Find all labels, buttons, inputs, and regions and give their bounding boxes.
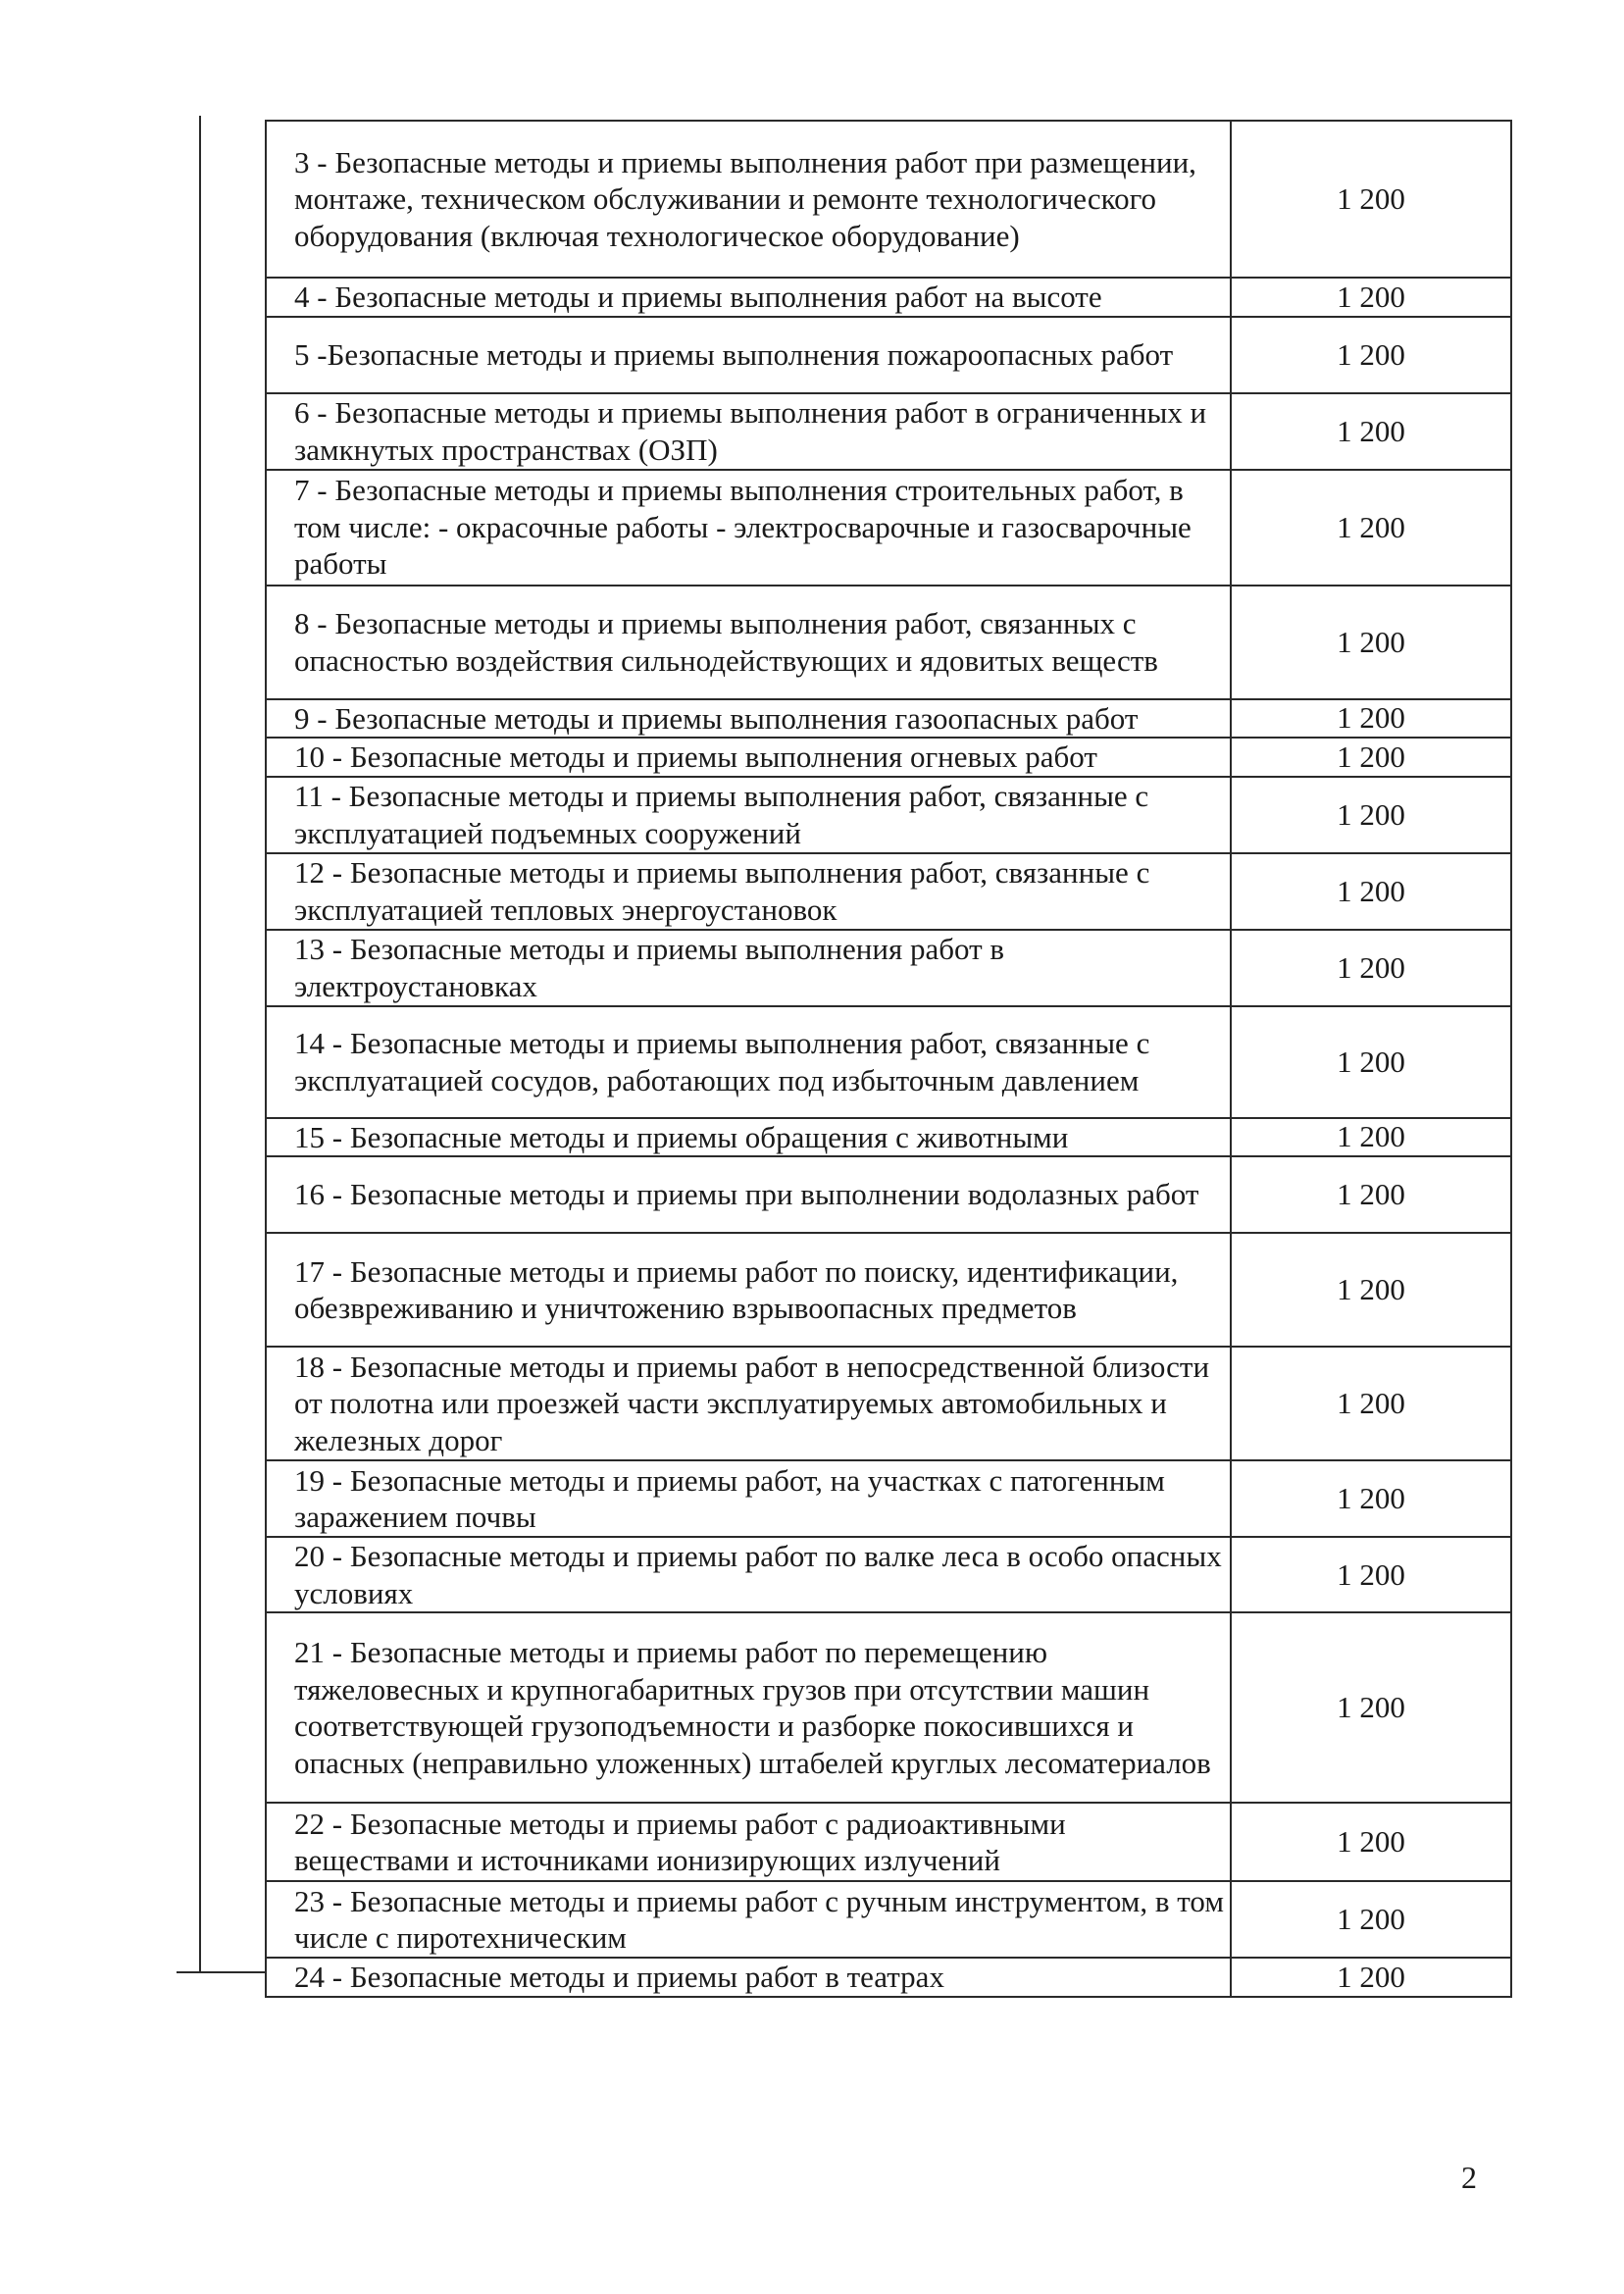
table-row: [266, 1881, 1511, 1958]
left-margin-rule: [199, 116, 201, 1971]
table-row: [266, 930, 1511, 1006]
service-name: 7 - Безопасные методы и приемы выполнения строительных работ, в том числе: - окрасочные работы - электросварочные и газосварочные работы: [266, 470, 1231, 586]
service-price: 1 200: [1231, 1347, 1511, 1460]
table-row: [266, 121, 1511, 278]
service-price: 1 200: [1231, 1233, 1511, 1347]
service-price: 1 200: [1231, 278, 1511, 317]
service-price: 1 200: [1231, 121, 1511, 278]
table-row: [266, 777, 1511, 853]
service-name: 22 - Безопасные методы и приемы работ с радиоактивными веществами и источниками ионизирующих излучений: [266, 1803, 1231, 1881]
service-price: 1 200: [1231, 930, 1511, 1006]
table-row: [266, 1958, 1511, 1997]
service-name: 5 -Безопасные методы и приемы выполнения пожароопасных работ: [266, 317, 1231, 393]
service-name: 12 - Безопасные методы и приемы выполнения работ, связанные с эксплуатацией тепловых энергоустановок: [266, 853, 1231, 930]
table-row: [266, 1156, 1511, 1233]
service-price: 1 200: [1231, 1006, 1511, 1118]
table-row: [266, 317, 1511, 393]
table-row: [266, 278, 1511, 317]
service-name: 6 - Безопасные методы и приемы выполнения работ в ограниченных и замкнутых пространствах (ОЗП): [266, 393, 1231, 470]
service-price: 1 200: [1231, 699, 1511, 739]
table-row: [266, 699, 1511, 739]
service-price: 1 200: [1231, 777, 1511, 853]
service-name: 10 - Безопасные методы и приемы выполнения огневых работ: [266, 738, 1231, 777]
service-name: 13 - Безопасные методы и приемы выполнения работ в электроустановках: [266, 930, 1231, 1006]
service-name: 15 - Безопасные методы и приемы обращения с животными: [266, 1118, 1231, 1157]
table-row: [266, 1233, 1511, 1347]
table-row: [266, 470, 1511, 586]
table-row: [266, 1460, 1511, 1537]
service-price: 1 200: [1231, 1612, 1511, 1803]
service-price: 1 200: [1231, 1803, 1511, 1881]
table-row: [266, 853, 1511, 930]
service-price: 1 200: [1231, 1958, 1511, 1997]
service-name: 11 - Безопасные методы и приемы выполнения работ, связанные с эксплуатацией подъемных сооружений: [266, 777, 1231, 853]
service-price: 1 200: [1231, 1537, 1511, 1612]
table-row: [266, 1612, 1511, 1803]
service-name: 3 - Безопасные методы и приемы выполнения работ при размещении, монтаже, техническом обслуживании и ремонте технологического оборудования (включая технологическое оборудование): [266, 121, 1231, 278]
page-number: 2: [1461, 2160, 1477, 2195]
service-name: 21 - Безопасные методы и приемы работ по перемещению тяжеловесных и крупногабаритных грузов при отсутствии машин соответствующей грузоподъемности и разборке покосившихся и опасных (неправильно уложенных) штабелей круглых лесоматериалов: [266, 1612, 1231, 1803]
price-table: [265, 120, 1512, 1998]
service-price: 1 200: [1231, 853, 1511, 930]
service-name: 8 - Безопасные методы и приемы выполнения работ, связанных с опасностью воздействия сильнодействующих и ядовитых веществ: [266, 586, 1231, 699]
service-name: 23 - Безопасные методы и приемы работ с ручным инструментом, в том числе с пиротехническим: [266, 1881, 1231, 1958]
service-name: 9 - Безопасные методы и приемы выполнения газоопасных работ: [266, 699, 1231, 739]
service-price: 1 200: [1231, 1881, 1511, 1958]
service-name: 18 - Безопасные методы и приемы работ в непосредственной близости от полотна или проезжей части эксплуатируемых автомобильных и железных дорог: [266, 1347, 1231, 1460]
table-row: [266, 1803, 1511, 1881]
table-row: [266, 1537, 1511, 1612]
service-price: 1 200: [1231, 738, 1511, 777]
service-price: 1 200: [1231, 393, 1511, 470]
service-price: 1 200: [1231, 1156, 1511, 1233]
service-price: 1 200: [1231, 586, 1511, 699]
service-name: 14 - Безопасные методы и приемы выполнения работ, связанные с эксплуатацией сосудов, работающих под избыточным давлением: [266, 1006, 1231, 1118]
service-price: 1 200: [1231, 1460, 1511, 1537]
service-name: 19 - Безопасные методы и приемы работ, на участках с патогенным заражением почвы: [266, 1460, 1231, 1537]
service-name: 4 - Безопасные методы и приемы выполнения работ на высоте: [266, 278, 1231, 317]
service-name: 17 - Безопасные методы и приемы работ по поиску, идентификации, обезвреживанию и уничтожению взрывоопасных предметов: [266, 1233, 1231, 1347]
service-price: 1 200: [1231, 317, 1511, 393]
table-row: [266, 1118, 1511, 1157]
service-name: 24 - Безопасные методы и приемы работ в театрах: [266, 1958, 1231, 1997]
service-name: 20 - Безопасные методы и приемы работ по валке леса в особо опасных условиях: [266, 1537, 1231, 1612]
service-price: 1 200: [1231, 1118, 1511, 1157]
service-price: 1 200: [1231, 470, 1511, 586]
table-row: [266, 1006, 1511, 1118]
table-row: [266, 738, 1511, 777]
service-name: 16 - Безопасные методы и приемы при выполнении водолазных работ: [266, 1156, 1231, 1233]
table-row: [266, 586, 1511, 699]
table-row: [266, 393, 1511, 470]
bottom-margin-rule: [177, 1971, 265, 1973]
table-row: [266, 1347, 1511, 1460]
